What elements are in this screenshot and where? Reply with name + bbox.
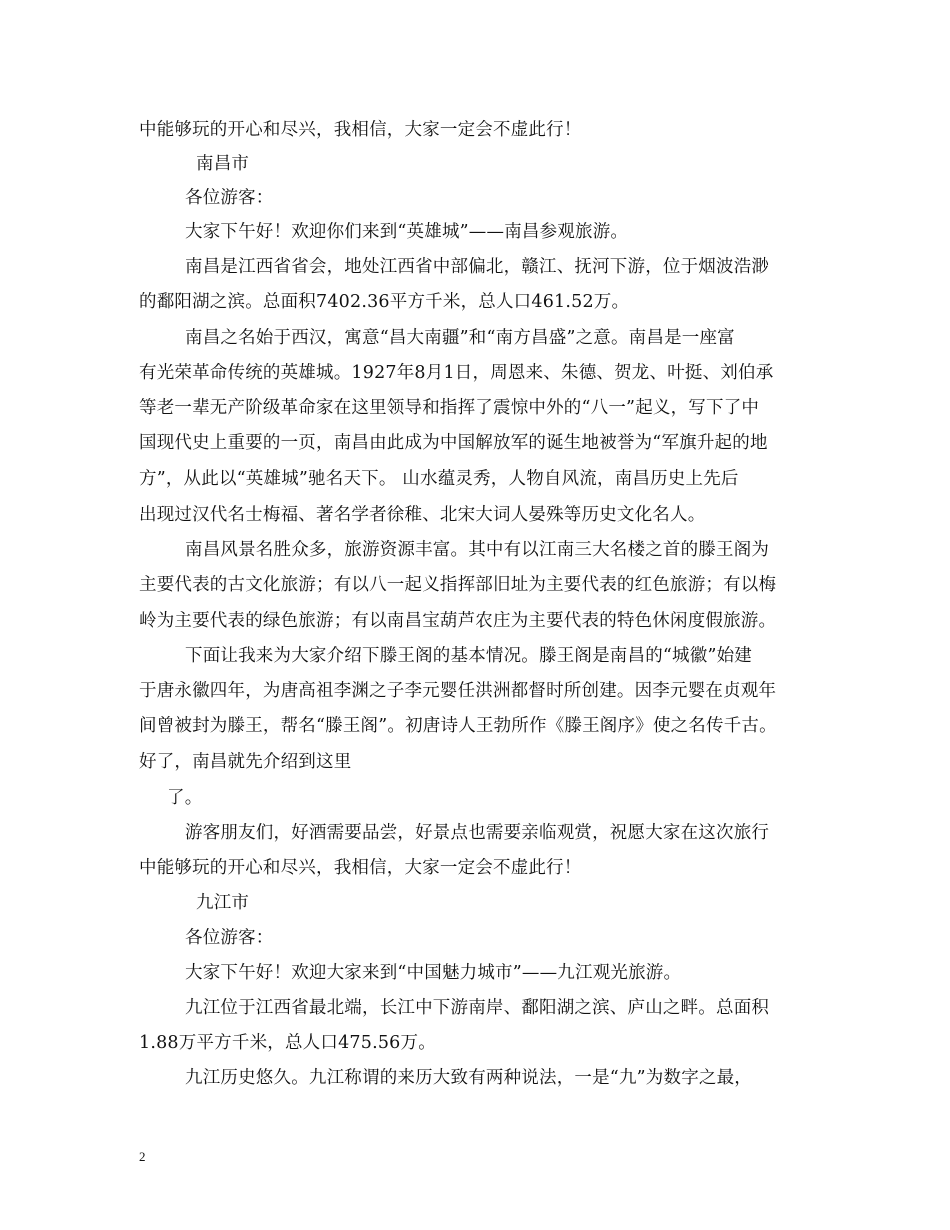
text-line: 有光荣革命传统的英雄城。1927年8月1日，周恩来、朱德、贺龙、叶挺、刘伯承 [139, 363, 774, 383]
text-line: 出现过汉代名士梅福、著名学者徐稚、北宋大词人晏殊等历史文化名人。 [139, 505, 706, 525]
text-line: 的鄱阳湖之滨。总面积7402.36平方千米，总人口461.52万。 [139, 292, 630, 312]
section-heading-nanchang: 南昌市 [196, 154, 250, 174]
text-line: 中能够玩的开心和尽兴，我相信，大家一定会不虚此行！ [139, 120, 582, 140]
text-line: 岭为主要代表的绿色旅游；有以南昌宝葫芦农庄为主要代表的特色休闲度假旅游。 [139, 611, 777, 631]
text-line: 各位游客： [185, 188, 274, 208]
text-line: 了。 [167, 788, 203, 808]
text-line: 南昌之名始于西汉，寓意“昌大南疆”和“南方昌盛”之意。南昌是一座富 [185, 328, 735, 348]
text-line: 大家下午好！欢迎大家来到“中国魅力城市”——九江观光旅游。 [185, 963, 682, 983]
text-line: 于唐永徽四年，为唐高祖李渊之子李元婴任洪洲都督时所创建。因李元婴在贞观年 [139, 681, 777, 701]
text-line: 各位游客： [185, 928, 274, 948]
text-line: 主要代表的古文化旅游；有以八一起义指挥部旧址为主要代表的红色旅游；有以梅 [139, 575, 777, 595]
text-line: 1.88万平方千米，总人口475.56万。 [139, 1033, 436, 1053]
text-line: 好了，南昌就先介绍到这里 [139, 752, 352, 772]
text-line: 九江位于江西省最北端，长江中下游南岸、鄱阳湖之滨、庐山之畔。总面积 [185, 998, 770, 1018]
text-line: 间曾被封为滕王，帮名“滕王阁”。初唐诗人王勃所作《滕王阁序》使之名传千古。 [139, 716, 777, 736]
text-line: 国现代史上重要的一页，南昌由此成为中国解放军的诞生地被誉为“军旗升起的地 [139, 433, 768, 453]
text-line: 大家下午好！欢迎你们来到“英雄城”——南昌参观旅游。 [185, 222, 629, 242]
text-line: 九江历史悠久。九江称谓的来历大致有两种说法，一是“九”为数字之最， [185, 1068, 752, 1088]
text-line: 下面让我来为大家介绍下滕王阁的基本情况。滕王阁是南昌的“城徽”始建 [185, 646, 752, 666]
text-line: 方”，从此以“英雄城”驰名天下。 山水蕴灵秀，人物自风流，南昌历史上先后 [139, 469, 739, 489]
text-line: 中能够玩的开心和尽兴，我相信，大家一定会不虚此行！ [139, 858, 582, 878]
text-line: 南昌风景名胜众多，旅游资源丰富。其中有以江南三大名楼之首的滕王阁为 [185, 540, 770, 560]
text-line: 游客朋友们，好酒需要品尝，好景点也需要亲临观赏，祝愿大家在这次旅行 [185, 823, 770, 843]
text-line: 等老一辈无产阶级革命家在这里领导和指挥了震惊中外的“八一”起义，写下了中 [139, 398, 760, 418]
page-number: 2 [139, 1149, 146, 1164]
text-line: 南昌是江西省省会，地处江西省中部偏北，赣江、抚河下游，位于烟波浩渺 [185, 257, 770, 277]
section-heading-jiujiang: 九江市 [196, 893, 250, 913]
